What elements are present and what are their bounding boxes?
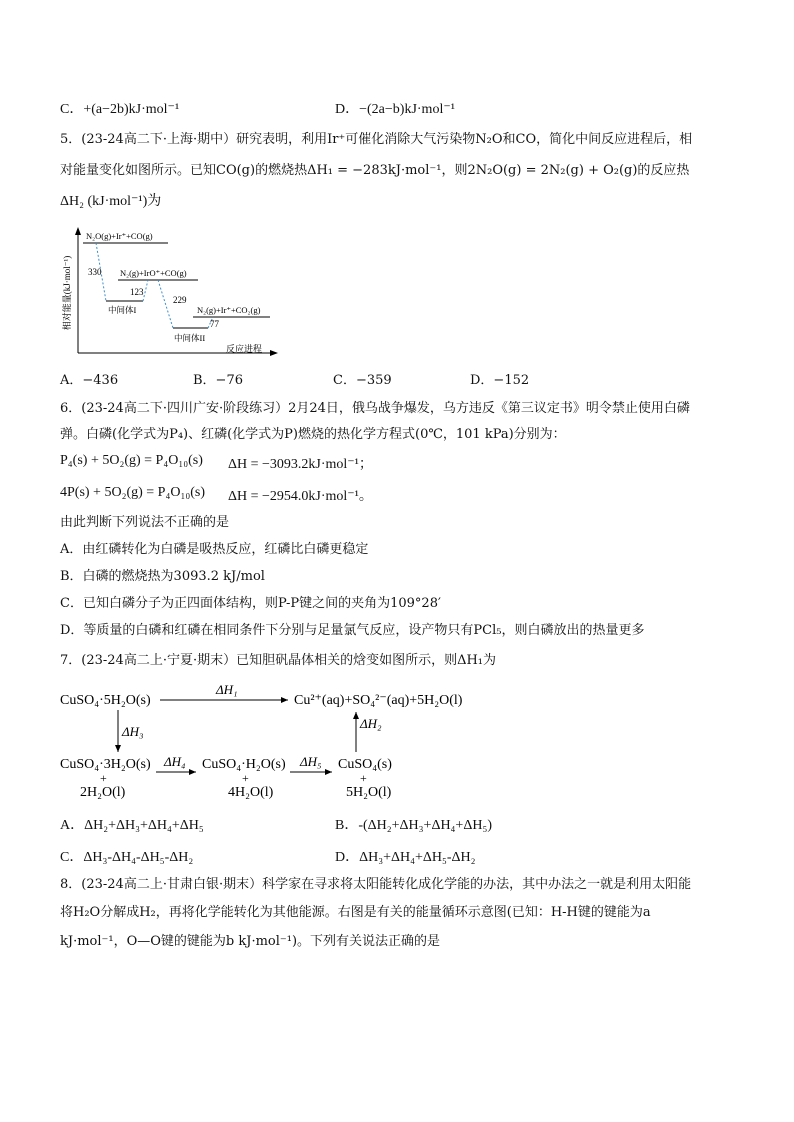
y-axis-label: 相对能量(kJ·mol⁻¹) bbox=[62, 255, 72, 331]
x-axis-label: 反应进程 bbox=[225, 344, 263, 354]
q7-option-c: C．ΔH₃-ΔH₄-ΔH₅-ΔH₂ bbox=[60, 850, 194, 865]
q5-option-b: B．−76 bbox=[193, 373, 243, 388]
q6-option-d: D．等质量的白磷和红磷在相同条件下分别与足量氯气反应，设产物只有PCl₅，则白磷放出的热量更多 bbox=[60, 623, 645, 638]
q6-text-line2: 弹。白磷(化学式为P₄)、红磷(化学式为P)燃烧的热化学方程式(0℃，101 kPa)分别为： bbox=[60, 427, 566, 442]
dh3-label: ΔH₃ bbox=[122, 724, 144, 739]
cuso4-5h2o-label: CuSO₄·5H₂O(s) bbox=[60, 693, 151, 708]
plus-2: + bbox=[242, 771, 249, 785]
q6-equation1: P₄(s) + 5O₂(g) = P₄O₁₀(s) bbox=[60, 453, 203, 468]
dh5-label: ΔH₅ bbox=[300, 754, 322, 769]
state1-label: N₂O(g)+Ir⁺+CO(g) bbox=[86, 231, 153, 241]
path-3 bbox=[158, 280, 173, 328]
q6-enthalpy1: ΔH = −3093.2kJ·mol⁻¹； bbox=[228, 457, 373, 472]
q8-text-line2: 将H₂O分解成H₂，再将化学能转化为其他能源。右图是有关的能量循环示意图(已知：H-H键的键能为a bbox=[60, 905, 651, 920]
cuso4-3h2o-label: CuSO₄·3H₂O(s) bbox=[60, 757, 151, 772]
q7-text-line1: 7．(23-24高二上·宁夏·期末）已知胆矾晶体相关的焓变如图所示，则ΔH₁为 bbox=[60, 653, 497, 668]
q5-text-line3: ΔH₂ (kJ·mol⁻¹)为 bbox=[60, 194, 162, 209]
value-229: 229 bbox=[173, 295, 187, 305]
4h2o-label: 4H₂O(l) bbox=[228, 785, 274, 800]
q5-text-line2: 对能量变化如图所示。已知CO(g)的燃烧热ΔH₁ = −283kJ·mol⁻¹，则2N₂O(g) = 2N₂(g) + O₂(g)的反应热 bbox=[60, 163, 690, 178]
q4-option-d: D．−(2a−b)kJ·mol⁻¹ bbox=[335, 102, 455, 117]
inter2-label: 中间体II bbox=[174, 333, 206, 343]
value-77: 77 bbox=[210, 319, 219, 329]
state2-label: N₂(g)+IrO⁺+CO(g) bbox=[120, 268, 187, 278]
2h2o-label: 2H₂O(l) bbox=[80, 785, 126, 800]
q4-option-c: C．+(a−2b)kJ·mol⁻¹ bbox=[60, 102, 180, 117]
q5-text-line1: 5．(23-24高二下·上海·期中）研究表明，利用Ir⁺可催化消除大气污染物N₂O和CO，简化中间反应进程后，相 bbox=[60, 132, 693, 147]
q5-option-c: C．−359 bbox=[333, 373, 392, 388]
q7-option-b: B．-(ΔH₂+ΔH₃+ΔH₄+ΔH₅) bbox=[335, 818, 492, 833]
q6-option-a: A．由红磷转化为白磷是吸热反应，红磷比白磷更稳定 bbox=[60, 542, 369, 557]
5h2o-label: 5H₂O(l) bbox=[346, 785, 392, 800]
ions-label: Cu²⁺(aq)+SO₄²⁻(aq)+5H₂O(l) bbox=[294, 693, 463, 708]
x-axis-arrow bbox=[270, 350, 278, 356]
q7-enthalpy-cycle bbox=[56, 676, 486, 804]
dh4-label: ΔH₄ bbox=[164, 754, 186, 769]
value-330: 330 bbox=[88, 267, 102, 277]
state3-label: N₂(g)+Ir⁺+CO₂(g) bbox=[197, 305, 261, 315]
q8-text-line1: 8．(23-24高二上·甘肃白银·期末）科学家在寻求将太阳能转化成化学能的办法，其中办法之一就是利用太阳能 bbox=[60, 877, 692, 892]
q5-option-d: D．−152 bbox=[470, 373, 530, 388]
q7-option-d: D．ΔH₃+ΔH₄+ΔH₅-ΔH₂ bbox=[335, 850, 476, 865]
q6-option-b: B．白磷的燃烧热为3093.2 kJ/mol bbox=[60, 569, 265, 584]
q7-option-a: A．ΔH₂+ΔH₃+ΔH₄+ΔH₅ bbox=[60, 818, 204, 833]
dh1-label: ΔH₁ bbox=[216, 682, 238, 697]
q6-option-c: C．已知白磷分子为正四面体结构，则P-P键之间的夹角为109°28′ bbox=[60, 596, 441, 611]
q5-option-a: A．−436 bbox=[60, 373, 119, 388]
dh2-label: ΔH₂ bbox=[360, 716, 382, 731]
inter1-label: 中间体I bbox=[108, 305, 137, 315]
q6-stem: 由此判断下列说法不正确的是 bbox=[60, 515, 230, 530]
value-123: 123 bbox=[130, 287, 144, 297]
plus-1: + bbox=[100, 771, 107, 785]
q6-enthalpy2: ΔH = −2954.0kJ·mol⁻¹。 bbox=[228, 489, 373, 504]
q8-text-line3: kJ·mol⁻¹，O—O键的键能为b kJ·mol⁻¹)。下列有关说法正确的是 bbox=[60, 934, 441, 949]
q5-energy-diagram bbox=[58, 225, 283, 360]
y-axis-arrow bbox=[75, 227, 81, 235]
cuso4-h2o-label: CuSO₄·H₂O(s) bbox=[202, 757, 286, 772]
q6-equation2: 4P(s) + 5O₂(g) = P₄O₁₀(s) bbox=[60, 485, 205, 500]
cuso4-label: CuSO₄(s) bbox=[338, 757, 392, 772]
plus-3: + bbox=[360, 771, 367, 785]
q6-text-line1: 6．(23-24高二下·四川广安·阶段练习）2月24日，俄乌战争爆发，乌方违反《第三议定书》明令禁止使用白磷 bbox=[60, 401, 690, 416]
path-2 bbox=[143, 280, 148, 301]
